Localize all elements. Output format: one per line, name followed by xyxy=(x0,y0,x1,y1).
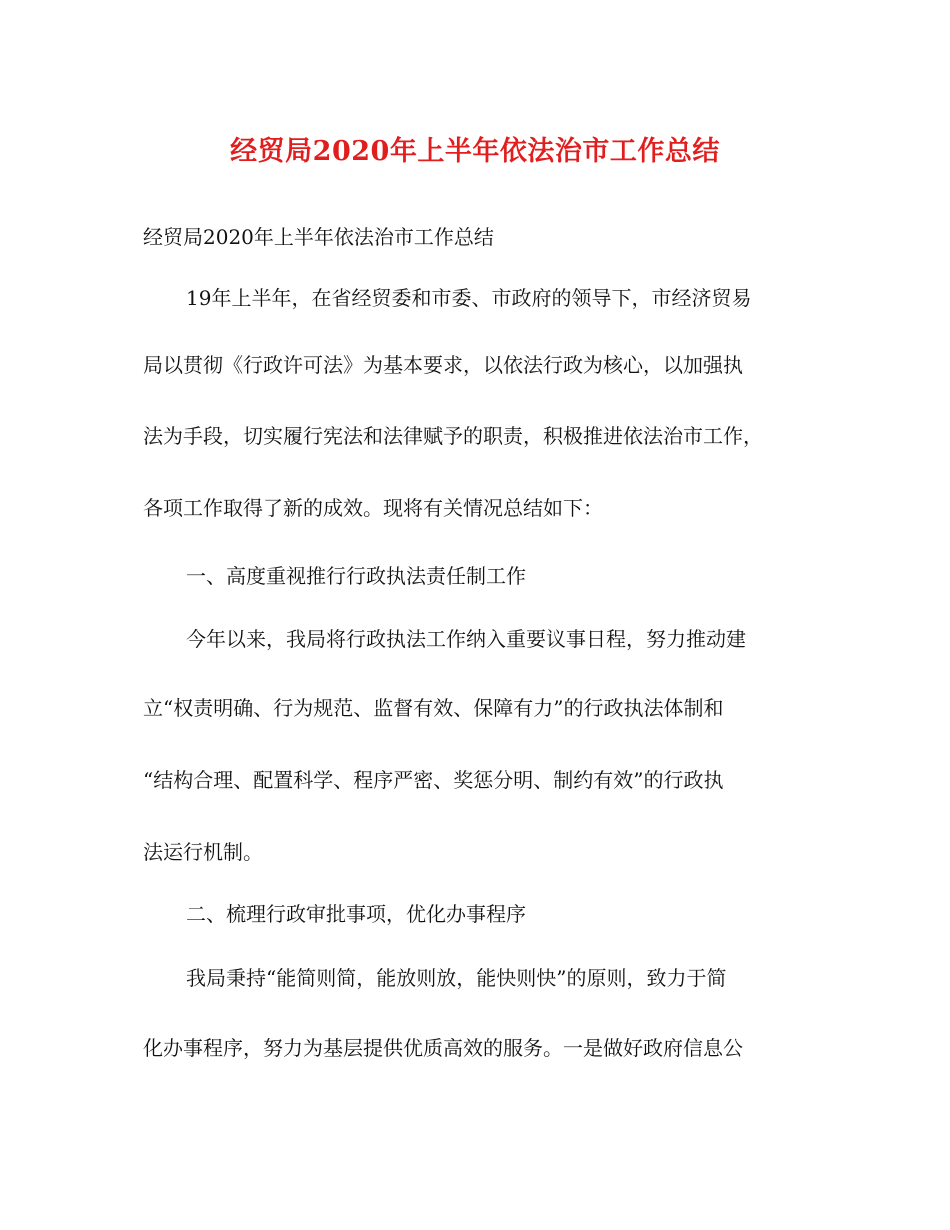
paragraph-line: 我局秉持“能简则简，能放则放，能快则快”的原则，致力于简 xyxy=(186,966,727,990)
paragraph-line: 立“权责明确、行为规范、监督有效、保障有力”的行政执法体制和 xyxy=(143,696,724,720)
paragraph-line: 今年以来，我局将行政执法工作纳入重要议事日程，努力推动建 xyxy=(186,627,746,651)
paragraph-line: “结构合理、配置科学、程序严密、奖惩分明、制约有效”的行政执 xyxy=(143,768,724,792)
paragraph-line: 19年上半年，在省经贸委和市委、市政府的领导下，市经济贸易 xyxy=(186,286,752,310)
section-heading: 二、梳理行政审批事项，优化办事程序 xyxy=(186,902,526,926)
section-heading: 一、高度重视推行行政执法责任制工作 xyxy=(186,564,526,588)
paragraph-line: 化办事程序，努力为基层提供优质高效的服务。一是做好政府信息公 xyxy=(143,1036,743,1060)
paragraph-line: 法为手段，切实履行宪法和法律赋予的职责，积极推进依法治市工作， xyxy=(143,424,763,448)
paragraph-line: 法运行机制。 xyxy=(143,840,263,864)
document-title: 经贸局2020年上半年依法治市工作总结 xyxy=(230,136,720,167)
paragraph-line: 各项工作取得了新的成效。现将有关情况总结如下： xyxy=(143,496,603,520)
paragraph-line: 局以贯彻《行政许可法》为基本要求，以依法行政为核心，以加强执 xyxy=(143,353,743,377)
document-subtitle: 经贸局2020年上半年依法治市工作总结 xyxy=(143,225,494,249)
